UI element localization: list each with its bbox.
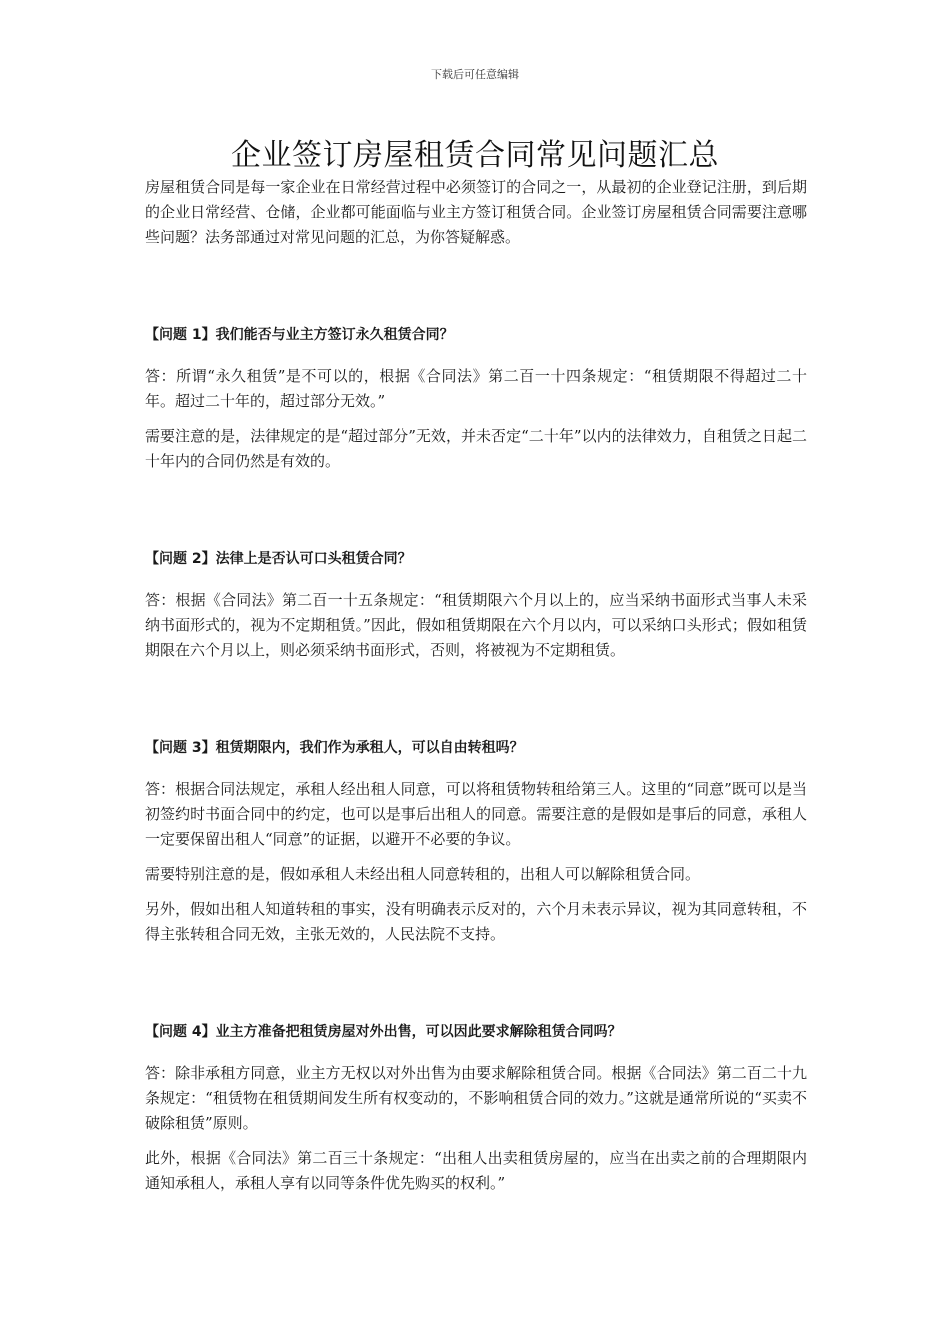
answer-paragraph: 答：根据《合同法》第二百一十五条规定：“租赁期限六个月以上的，应当采纳书面形式当事人未采纳书面形式的，视为不定期租赁。”因此，假如租赁期限在六个月以内，可以采纳口头形式；假如租赁期限在六个月以上，则必须采纳书面形式，否则，将被视为不定期租赁。 bbox=[145, 591, 807, 659]
section-spacer bbox=[145, 673, 807, 736]
answer-paragraph: 答：除非承租方同意，业主方无权以对外出售为由要求解除租赁合同。根据《合同法》第二百二十九条规定：“租赁物在租赁期间发生所有权变动的，不影响租赁合同的效力。”这就是通常所说的“买卖不破除租赁”原则。 bbox=[145, 1064, 807, 1132]
question-heading: 【问题 2】法律上是否认可口头租赁合同？ bbox=[145, 551, 412, 567]
section-spacer bbox=[145, 484, 807, 547]
answer-paragraph: 答：所谓“永久租赁”是不可以的，根据《合同法》第二百一十四条规定：“租赁期限不得超过二十年。超过二十年的，超过部分无效。” bbox=[145, 367, 807, 410]
section-spacer bbox=[145, 957, 807, 1020]
answer-paragraph: 需要特别注意的是，假如承租人未经出租人同意转租的，出租人可以解除租赁合同。 bbox=[145, 865, 701, 883]
faq-section-2 bbox=[145, 547, 807, 663]
header-note: 下载后可任意编辑 bbox=[431, 68, 519, 81]
page-title: 企业签订房屋租赁合同常见问题汇总 bbox=[231, 138, 719, 173]
faq-section-1 bbox=[145, 323, 807, 474]
answer-paragraph: 答：根据合同法规定，承租人经出租人同意，可以将租赁物转租给第三人。这里的“同意”既可以是当初签约时书面合同中的约定，也可以是事后出租人的同意。需要注意的是假如是事后的同意，承租人一定要保留出租人“同意”的证据，以避开不必要的争议。 bbox=[145, 780, 807, 848]
document-body bbox=[145, 175, 807, 1206]
question-heading: 【问题 1】我们能否与业主方签订永久租赁合同？ bbox=[145, 327, 454, 343]
answer-paragraph: 需要注意的是，法律规定的是“超过部分”无效，并未否定“二十年”以内的法律效力，自租赁之日起二十年内的合同仍然是有效的。 bbox=[145, 427, 807, 470]
question-heading: 【问题 3】租赁期限内，我们作为承租人，可以自由转租吗？ bbox=[145, 740, 524, 756]
answer-paragraph: 此外，根据《合同法》第二百三十条规定：“出租人出卖租赁房屋的，应当在出卖之前的合理期限内通知承租人，承租人享有以同等条件优先购买的权利。” bbox=[145, 1149, 807, 1192]
faq-section-3 bbox=[145, 736, 807, 947]
answer-paragraph: 另外，假如出租人知道转租的事实，没有明确表示反对的，六个月未表示异议，视为其同意转租，不得主张转租合同无效，主张无效的，人民法院不支持。 bbox=[145, 900, 807, 943]
intro-paragraph: 房屋租赁合同是每一家企业在日常经营过程中必须签订的合同之一，从最初的企业登记注册，到后期的企业日常经营、仓储，企业都可能面临与业主方签订租赁合同。企业签订房屋租赁合同需要注意哪些问题？法务部通过对常见问题的汇总，为你答疑解惑。 bbox=[145, 178, 807, 246]
faq-section-4 bbox=[145, 1020, 807, 1196]
question-heading: 【问题 4】业主方准备把租赁房屋对外出售，可以因此要求解除租赁合同吗？ bbox=[145, 1024, 622, 1040]
